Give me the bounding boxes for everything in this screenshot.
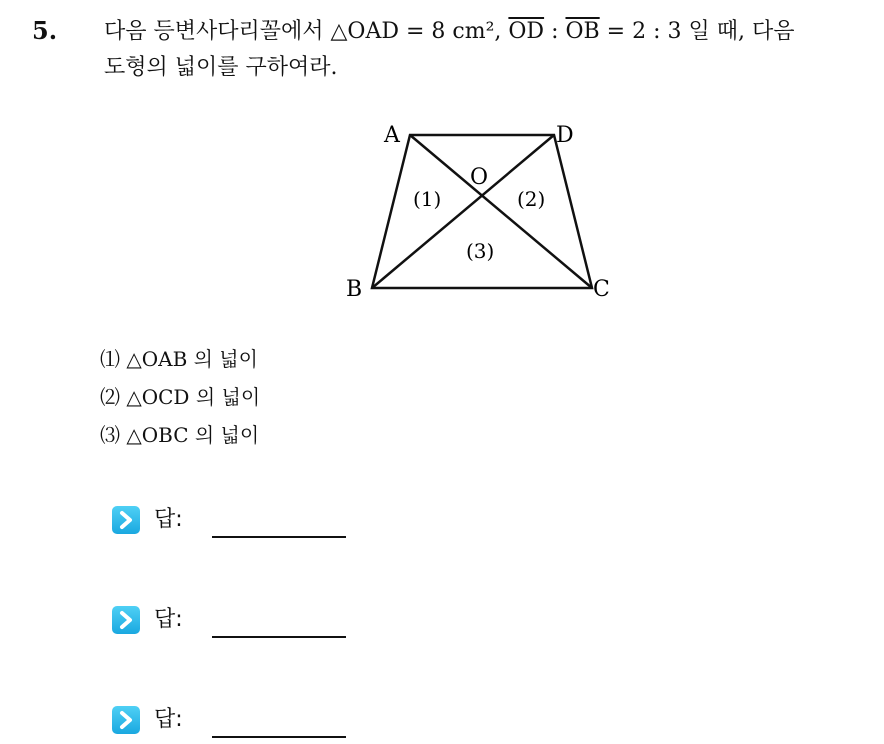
statement-line-2: 도형의 넓이를 구하여라. bbox=[104, 55, 338, 80]
answer-label: 답: bbox=[154, 607, 183, 632]
intersection-label-o: O bbox=[470, 165, 489, 190]
subquestion-3: ⑶ △OBC 의 넓이 bbox=[100, 423, 260, 447]
answer-row-2 bbox=[112, 600, 372, 640]
answer-row-1 bbox=[112, 500, 372, 540]
chevron-right-icon bbox=[112, 606, 140, 634]
chevron-right-icon bbox=[112, 706, 140, 734]
answer-blank-2[interactable] bbox=[212, 636, 346, 638]
problem-number: 5. bbox=[32, 16, 58, 45]
vertex-label-a: A bbox=[384, 123, 400, 148]
subquestion-list bbox=[100, 340, 260, 454]
answer-label: 답: bbox=[154, 707, 183, 732]
statement-part-1: 다음 등변사다리꼴에서 △OAD = 8 cm², bbox=[104, 19, 509, 44]
problem-statement bbox=[104, 14, 874, 86]
vertex-label-d: D bbox=[556, 123, 574, 148]
region-label-1: (1) bbox=[413, 187, 442, 211]
region-label-2: (2) bbox=[517, 187, 546, 211]
segment-ob: $\overline{OB}$ bbox=[565, 19, 600, 44]
statement-part-2: = 2 : 3 일 때, 다음 bbox=[599, 19, 795, 44]
diagonal-ac bbox=[410, 135, 592, 288]
diagonal-db bbox=[372, 135, 554, 288]
ratio-separator: : bbox=[544, 19, 566, 44]
subquestion-1: ⑴ △OAB 의 넓이 bbox=[100, 347, 258, 371]
segment-od: $\overline{OD}$ bbox=[508, 19, 545, 44]
trapezoid-outline bbox=[372, 135, 592, 288]
answer-blank-1[interactable] bbox=[212, 536, 346, 538]
vertex-label-b: B bbox=[346, 277, 363, 302]
answer-row-3 bbox=[112, 700, 372, 740]
region-label-3: (3) bbox=[466, 239, 495, 263]
subquestion-2: ⑵ △OCD 의 넓이 bbox=[100, 385, 261, 409]
chevron-right-icon bbox=[112, 506, 140, 534]
answer-label: 답: bbox=[154, 507, 183, 532]
answer-blank-3[interactable] bbox=[212, 736, 346, 738]
trapezoid-figure bbox=[340, 112, 630, 312]
vertex-label-c: C bbox=[593, 277, 610, 302]
